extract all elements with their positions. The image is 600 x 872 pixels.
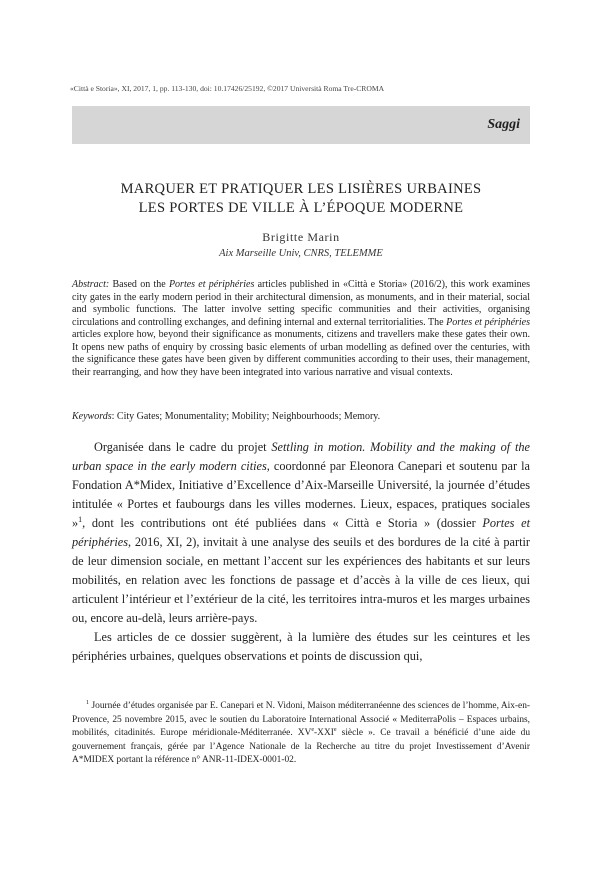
project-title: Settling in motion. Mobility and the making of the urban space in the early modern cities bbox=[72, 440, 530, 473]
paragraph bbox=[72, 438, 530, 628]
abstract-italic: Portes et périphéries bbox=[168, 279, 255, 290]
body-text bbox=[72, 438, 530, 666]
abstract-text: articles explore how, beyond their significance as monuments, citizens and travellers make these gates their own. It opens new paths of enquiry by crossing basic elements of urban modelling as defined over the centuries, with the significance these gates have been given by different communities according to their uses, their management, their rearranging, and how they have been integrated into various narrative and visual contexts. bbox=[72, 329, 530, 378]
footnote-text: -XXI bbox=[314, 728, 334, 738]
paragraph: Les articles de ce dossier suggèrent, à la lumière des études sur les ceintures et les périphéries urbaines, quelques observations et points de discussion qui, bbox=[72, 630, 530, 663]
article-title bbox=[72, 180, 530, 218]
text-run: , dont les contributions ont été publiées dans « Città e Storia » (dossier bbox=[82, 516, 476, 530]
abstract-label: Abstract: bbox=[72, 279, 110, 290]
footnote-text: siècle ». Ce travail a bénéficié d’une aide du gouvernement français, gérée par l’Agence Nationale de la Recherche au titre du projet Investissement d’Avenir A*MIDEX portant la référence n° ANR-11-IDEX-0001-02. bbox=[72, 728, 531, 765]
keywords-list: : City Gates; Monumentality; Mobility; Neighbourhoods; Memory. bbox=[111, 411, 381, 422]
footnote bbox=[72, 700, 530, 768]
abstract bbox=[72, 279, 530, 379]
text-run: Organisée dans le cadre du projet bbox=[94, 440, 267, 454]
footnote-number: 1 bbox=[86, 699, 90, 706]
abstract-text: Based on the bbox=[112, 279, 166, 290]
author-affiliation: Aix Marseille Univ, CNRS, TELEMME bbox=[219, 248, 383, 259]
abstract-italic: Portes et périphéries bbox=[446, 316, 531, 328]
journal-citation: «Città e Storia», XI, 2017, 1, pp. 113-130, doi: 10.17426/25192, ©2017 Università Roma Tre-CROMA bbox=[70, 84, 385, 93]
dossier-title: Portes et périphéries bbox=[72, 516, 530, 549]
title-line-1: MARQUER ET PRATIQUER LES LISIÈRES URBAINES bbox=[120, 181, 482, 197]
text-run: , 2016, XI, 2), invitait à une analyse des seuils et des bordures de la cité à partir de leur dimension sociale, en mettant l’accent sur les expériences des habitants et sur leurs mobilités, en relation avec les fonctions de passage et d’accès à la ville de ces lieux, qui articulent l’intérieur et l’extérieur de la cité, les territoires intra-muros et les marges urbaines ou, encore au-delà, leurs arrière-pays. bbox=[72, 535, 530, 625]
title-line-2: LES PORTES DE VILLE À L’ÉPOQUE MODERNE bbox=[138, 200, 464, 216]
keywords-label: Keywords bbox=[72, 411, 112, 422]
footnote-ref[interactable]: 1 bbox=[78, 514, 83, 524]
section-header-bar bbox=[72, 106, 530, 144]
keywords bbox=[72, 411, 530, 424]
footnote-text: Journée d’études organisée par E. Canepari et N. Vidoni, Maison méditerranéenne des sciences de l’homme, Aix-en-Provence, 25 novembre 2015, avec le soutien du Laboratoire International Associé « MediterraPolis – Espaces urbains, mobilités, citadinités. Europe méridionale-Méditerranée. XV bbox=[72, 701, 530, 738]
section-label: Saggi bbox=[487, 117, 520, 132]
text-run: , coordonné par Eleonora Canepari et soutenu par la Fondation A*Midex, Initiative d’Excellence d’Aix-Marseille Université, la journée d’études intitulée « Portes et faubourgs dans les villes modernes. Lieux, espaces, pratiques sociales » bbox=[72, 459, 530, 530]
superscript: e bbox=[311, 726, 315, 733]
superscript: e bbox=[333, 726, 337, 733]
abstract-text: articles published in «Città e Storia» (2016/2), this work examines city gates in the early modern period in their architectural dimension, as monuments, and in their material, social and symbolic functions. The latter involve setting specific communities and their activities, organising circulations and controlling exchanges, and defining internal and external territorialities. The bbox=[72, 279, 530, 328]
author-name: Brigitte Marin bbox=[262, 230, 340, 244]
